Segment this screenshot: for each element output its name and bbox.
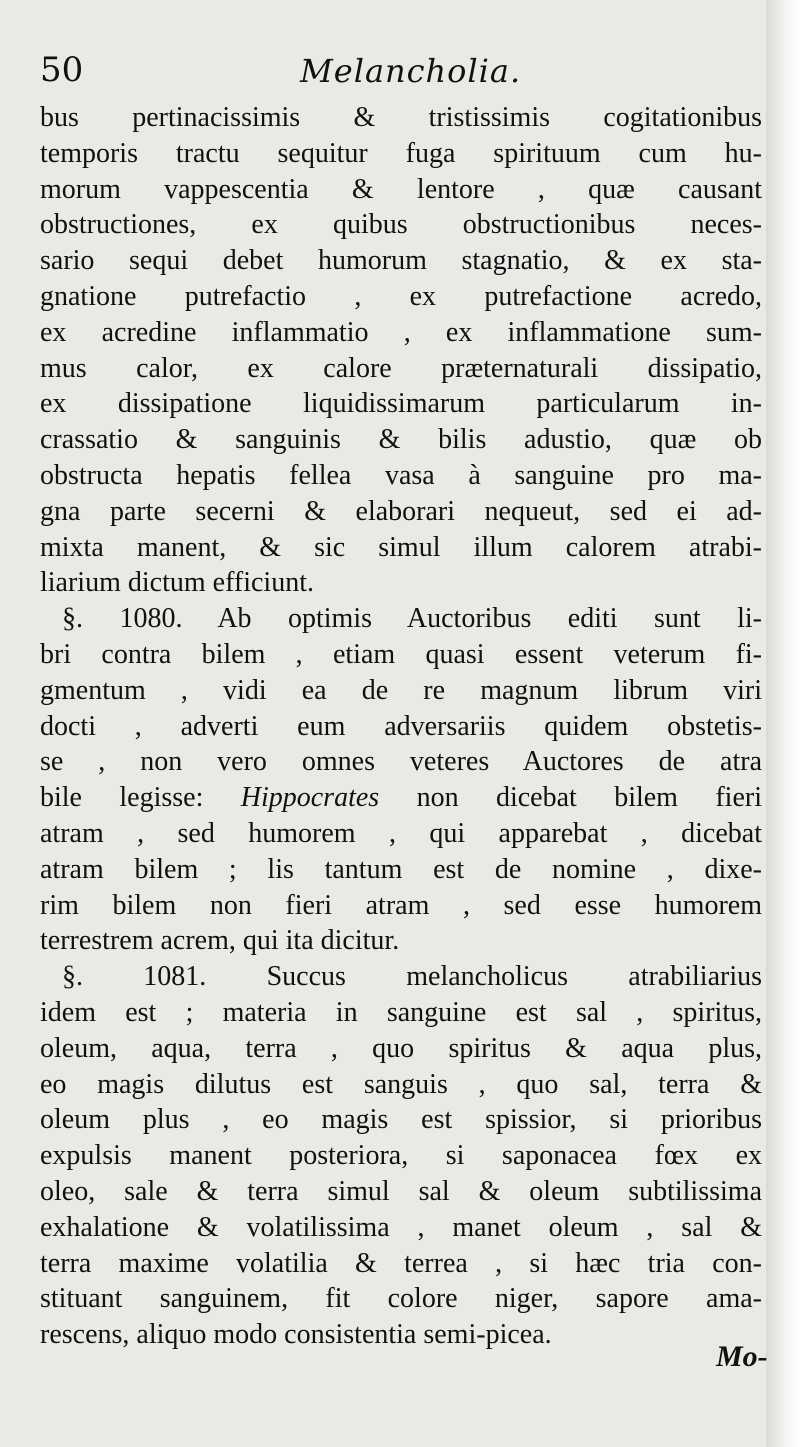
text-line: oleum, aqua, terra , quo spiritus & aqua plus,	[40, 1032, 762, 1064]
text-line: expulsis manent posteriora, si saponacea fœx ex	[40, 1140, 762, 1172]
text-line: sario sequi debet humorum stagnatio, & ex sta-	[40, 245, 762, 277]
text-line: §. 1080. Ab optimis Auctoribus editi sunt li-	[62, 603, 762, 635]
paragraph-1080	[40, 601, 762, 959]
text-line: rescens, aliquo modo consistentia semi-picea.	[40, 1319, 552, 1351]
body-text	[40, 100, 762, 1353]
text-line: terrestrem acrem, qui ita dicitur.	[40, 925, 400, 957]
text-line: gmentum , vidi ea de re magnum librum viri	[40, 674, 762, 706]
text-line: liarium dictum efficiunt.	[40, 567, 314, 599]
text-line: crassatio & sanguinis & bilis adustio, quæ ob	[40, 424, 762, 456]
text-line: bri contra bilem , etiam quasi essent veterum fi-	[40, 638, 762, 670]
text-line: mus calor, ex calore præternaturali dissipatio,	[40, 352, 762, 384]
text-line: §. 1081. Succus melancholicus atrabiliarius	[62, 961, 762, 993]
text-line: idem est ; materia in sanguine est sal , spiritus,	[40, 996, 762, 1028]
text-run: non dicebat bilem fieri	[379, 782, 762, 814]
paragraph-continued	[40, 100, 762, 601]
text-line: temporis tractu sequitur fuga spirituum cum hu-	[40, 137, 762, 169]
text-line: bus pertinacissimis & tristissimis cogitationibus	[40, 102, 762, 133]
text-line: oleo, sale & terra simul sal & oleum subtilissima	[40, 1175, 762, 1207]
text-line: obstructiones, ex quibus obstructionibus neces-	[40, 209, 762, 241]
text-line: atram , sed humorem , qui apparebat , dicebat	[40, 817, 762, 849]
author-name-italic: Hippocrates	[240, 782, 380, 814]
paragraph-1081	[40, 959, 762, 1353]
text-line: atram bilem ; lis tantum est de nomine , dixe-	[40, 853, 762, 885]
text-line: se , non vero omnes veteres Auctores de atra	[40, 746, 762, 778]
page-number: 50	[40, 50, 84, 90]
text-run: bile legisse:	[40, 782, 241, 814]
running-title: Melancholia.	[300, 52, 522, 90]
text-line: stituant sanguinem, fit colore niger, sapore ama-	[40, 1283, 762, 1315]
text-line: gnatione putrefactio , ex putrefactione acredo,	[40, 280, 762, 312]
text-line: terra maxime volatilia & terrea , si hæc tria con-	[40, 1247, 762, 1279]
text-line: oleum plus , eo magis est spissior, si prioribus	[40, 1104, 762, 1136]
text-line: rim bilem non fieri atram , sed esse humorem	[40, 889, 762, 921]
text-line	[40, 780, 762, 816]
text-line: ex dissipatione liquidissimarum particularum in-	[40, 388, 762, 420]
text-line: exhalatione & volatilissima , manet oleum , sal &	[40, 1211, 762, 1243]
page-header	[40, 50, 740, 100]
text-line: mixta manent, & sic simul illum calorem atrabi-	[40, 531, 762, 563]
text-line: morum vappescentia & lentore , quæ causant	[40, 173, 762, 205]
text-line: eo magis dilutus est sanguis , quo sal, terra &	[40, 1068, 762, 1100]
text-line: gna parte secerni & elaborari nequeut, sed ei ad-	[40, 495, 762, 527]
text-line: ex acredine inflammatio , ex inflammatione sum-	[40, 316, 762, 348]
text-line: obstructa hepatis fellea vasa à sanguine pro ma-	[40, 459, 762, 491]
catchword: Mo-	[716, 1340, 768, 1373]
text-line: docti , adverti eum adversariis quidem obstetis-	[40, 710, 762, 742]
page-edge-shadow	[766, 0, 800, 1447]
